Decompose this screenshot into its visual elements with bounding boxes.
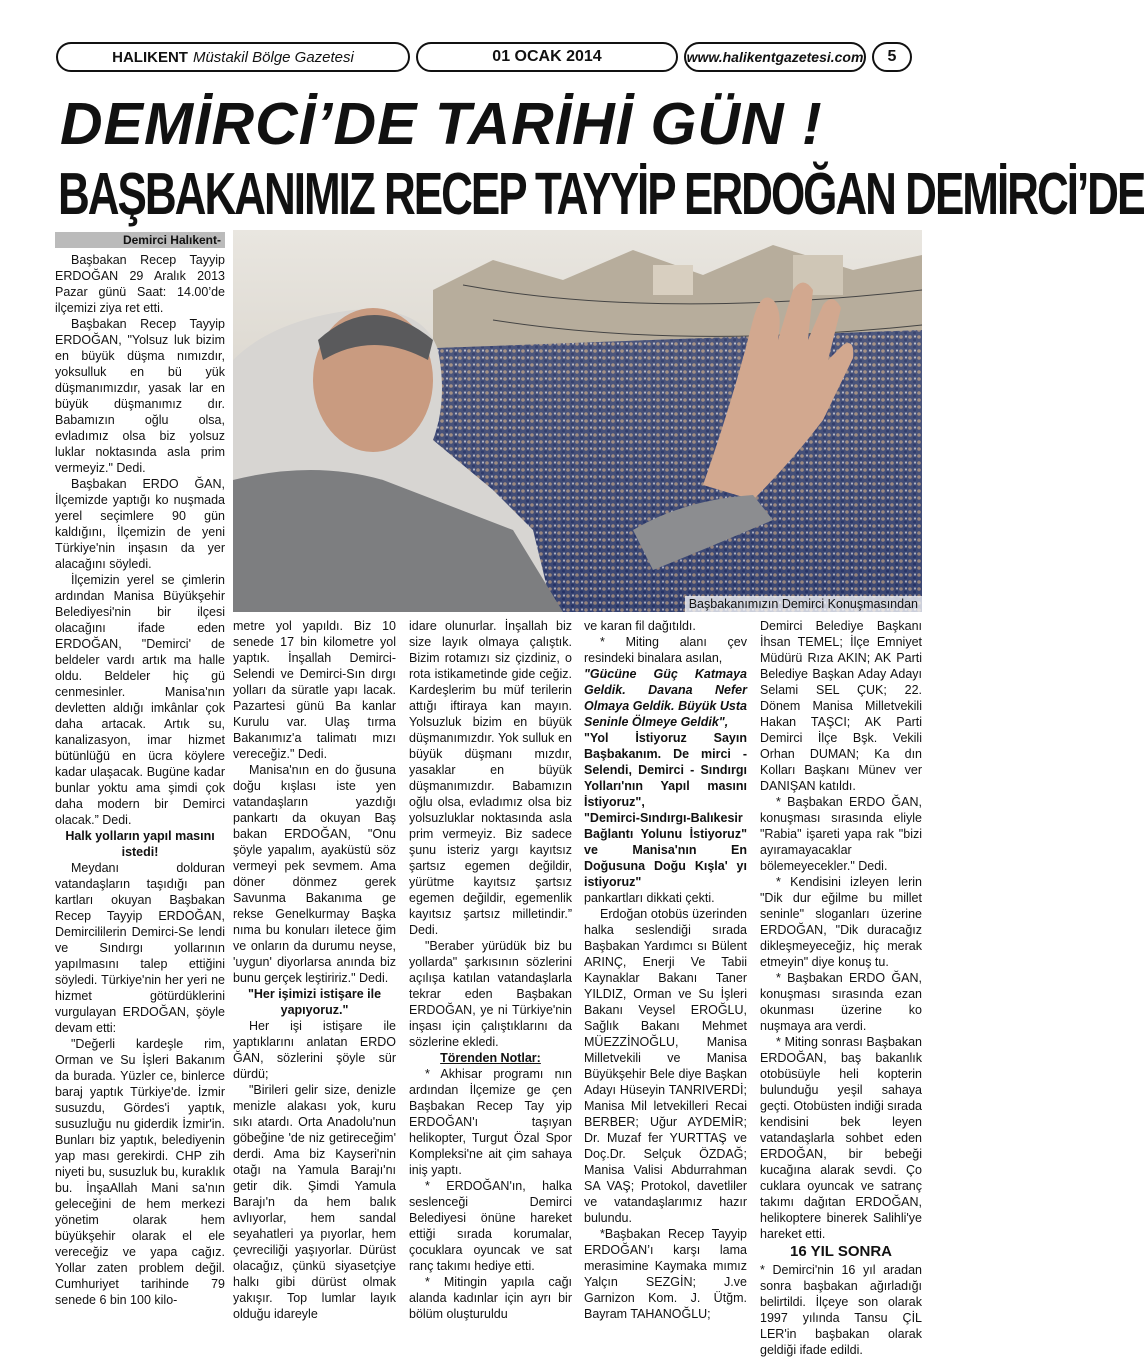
paragraph: * Kendisini izleyen lerin "Dik dur eğilme bu millet seninle" sloganları üzerine ERDOĞAN, "Dik duracağız dikleşmeyeceğiz, hiç merak etmeyin" diye konuş tu. [760,875,922,969]
paragraph: Başbakan ERDO ĞAN, İlçemizde yaptığı ko nuşmada yerel seçimlere 90 gün kaldığını, İlçemizin de yeni Türkiye'nin inşasın da yer alacağını söyledi. [55,477,225,571]
paragraph: * Miting sonrası Başbakan ERDOĞAN, baş bakanlık otobüsüyle heli kopterin bulunduğu yeşil sahaya geçti. Otobüsten indiği sırada kendisini bek leyen vatandaşlarla sohbet eden ERDOĞAN, bir bebeği kucağına alarak sevdi. Ço cuklara oyuncak ve satranç takımı dağıtan ERDOĞAN, helikoptere binerek Salihli'ye hareket etti. [760,1035,922,1241]
crowd-photo [233,230,922,612]
paragraph: Başbakan Recep Tayyip ERDOĞAN, "Yolsuz luk bizim en büyük düşma nımızdır, yoksulluk en bü yük düşmanımızdır, yasak lar en büyük düşmanımız dır. Babamızın oğlu olsa, evladımız olsa biz yolsuz luklar noktasında asla prim vermeyiz." Dedi. [55,317,225,475]
subheading: "Her işimizi istişare ile yapıyoruz." [247,987,382,1017]
article-column-2 [233,618,396,1322]
subheading: Halk yolların yapıl masını istedi! [65,829,215,859]
page-number: 5 [872,42,912,72]
masthead-bar [56,40,911,74]
paragraph: * Başbakan ERDO ĞAN, konuşması sırasında ezan okunması üzerine ko nuşmaya ara verdi. [760,971,922,1033]
byline: Demirci Halıkent- [55,232,225,248]
paragraph: *Başbakan Recep Tayyip ERDOĞAN’ı karşı lama merasimine Kaymaka mımız Yalçın SEZGİN; J.ve Garnizon Kom. J. Ütğm. Bayram TAHANOĞLU; [584,1227,747,1321]
paragraph: Manisa'nın en do ğusuna doğu kışlası iste yen vatandaşların yazdığı pankartı da okuyan Baş bakan ERDOĞAN, "Onu şöyle yapalım, ayaküstü söz vermeyi pek sevmem. Ama döner dönmez gerek Savunma Bakanıma ge rekse Genelkurmay Başka nıma bu konuları iletece ğim ve onların da durumu neyse, 'uygun' diyorlarsa anında biz bunu gerçek leştiririz." Dedi. [233,763,396,985]
paragraph: Her işi istişare ile yaptıklarını anlatan ERDO ĞAN, sözlerini şöyle sür dürdü; [233,1019,396,1081]
paragraph: * Akhisar programı nın ardından İlçemize ge çen Başbakan Recep Tay yip ERDOĞAN'ı taşıyan helikopter, Turgut Özal Spor Kompleksi'ne ait çim sahaya iniş yaptı. [409,1067,572,1177]
paper-name-pill [56,42,410,72]
paper-subtitle: Müstakil Bölge Gazetesi [192,48,354,66]
paragraph: * Mitingin yapıla cağı alanda kadınlar için ayrı bir bölüm oluşturuldu [409,1275,572,1321]
paragraph: İlçemizin yerel se çimlerin ardından Manisa Büyükşehir Belediyesi'nin bir ilçesi olacağını ifade eden ERDOĞAN, "Demirci' de beldeler vardı artık ma halle oldu. Beldeler hiç gü cenmesinler. Manisa'nın devletten aldığı imkânlar çok daha artacak. Artık su, kanalizasyon, imar hizmet bütünlüğü en ücra köylere kadar ulaşacak. Bugüne kadar bunlar yoktu ama şimdi çok daha modern bir Demirci olacak.” Dedi. [55,573,225,827]
photo-caption: Başbakanımızın Demirci Konuşmasından [685,596,922,612]
paragraph: idare olunurlar. İnşallah biz size layık olmaya çalıştık. Bizim rotamızı siz çizdiniz, o rota istikametinde gide ceğiz. Kardeşlerim bu müf terilerin attığı iftiraya kan mayın. Yolsuzluk bizim en büyük düşmanımızdır. Yok sulluk en büyük düşmanı mızdır, yasaklar en büyük düşmanımızdır. Babamızın oğlu olsa, evladımız olsa biz yolsuzluklar noktasında asla prim vermeyiz. Biz sadece şunu isteriz yargı kayıtsız şartsız egemen değildir, yürütme kayıtsız şartsız egemen değildir, egemenlik kayıtsız şartsız milletindir.” Dedi. [409,619,572,937]
paragraph: pankartları dikkati çekti. [584,891,715,905]
headline: DEMİRCİ’DE TARİHİ GÜN ! [60,91,823,157]
paragraph: Demirci Belediye Başkanı İhsan TEMEL; İlçe Emniyet Müdürü Rıza AKIN; AK Parti Belediye Başkan Aday Adayı Selami SEL ÇUK; 22. Dönem Manisa Milletvekili Hakan TAŞCI; AK Parti Demirci İlçe Bşk. Vekili Orhan DUMAN; Ka dın Kolları Başkanı Münev ver DANIŞAN katıldı. [760,619,922,793]
paragraph: "Birileri gelir size, denizle menizle alakası yok, kuru sıkı atardı. Orta Anadolu'nun göbeğine 'de niz getireceğim' derdi. Ama biz Kayseri'nin otağı na Yamula Barajı'nı getir dik. Şimdi Yamula Barajı'n da hem balık avlıyorlar, hem sandal seyahatleri ya pıyorlar, hem çevreciliği yaşıyorlar. Dürüst olacağız, çünkü siyasetçiye halkı gibi dürüst olmak yakışır. Top lumlar layık olduğu idareyle [233,1083,396,1321]
paragraph: "Gücüne Güç Katmaya Geldik. Davana Nefer Olmaya Geldik. Büyük Usta Seninle Ölmeye Geldik", [584,667,747,729]
subheading: Törenden Notlar: [440,1051,541,1065]
article-column-4 [584,618,747,1322]
paper-name: HALIKENT [112,48,188,66]
issue-date: 01 OCAK 2014 [416,42,678,72]
paragraph: * Miting alanı çev resindeki binalara asılan, [584,635,747,665]
paragraph: * Demirci'nin 16 yıl aradan sonra başbakan ağırladığı belirtildi. İlçeye son olarak 1997 yılında Tansu ÇİL LER'in başbakan olarak geldiği ifade edildi. [760,1263,922,1357]
article-column-5 [760,618,922,1358]
subheadline: BAŞBAKANIMIZ RECEP TAYYİP ERDOĞAN DEMİRCİ’DE [58,161,1144,228]
paragraph: Erdoğan otobüs üzerinden halka seslendiği sırada Başbakan Yardımcı sı Bülent ARINÇ, Enerji Ve Tabii Kaynaklar Bakanı Taner YILDIZ, Orman ve Su İşleri Bakanı Veysel EROĞLU, Sağlık Bakanı Mehmet MÜEZZİNOĞLU, Manisa Milletvekili ve Manisa Büyükşehir Bele diye Başkan Adayı Hüseyin TANRIVERDİ; Manisa Mil letvekilleri Recai BERBER; Uğur AYDEMİR; Dr. Muzaf fer YURTTAŞ ve Doç.Dr. Selçuk ÖZDAĞ; Manisa Valisi Abdurrahman SA VAŞ; Protokol, davetliler ve vatandaşlarımız hazır bulundu. [584,907,747,1225]
paragraph: "Değerli kardeşle rim, Orman ve Su İşleri Bakanım da burada. Yüzler ce, binlerce baraj yaptık Türkiye'de. İzmir susuzdu, Gördes'i yaptık, susuzluğu nu giderdik İzmir'in. Bunları biz yaptık, belediyenin yap ması gerekirdi. CHP zih niyeti bu, susuzluk bu, kuraklık bu. İnşaAllah Mani sa'nın geleceğini de hem merkezi yönetim olarak hem büyükşehir olarak el ele vereceğiz ve yapa cağız. Yollar zaten problem değil. Cumhuriyet tarihinde 79 senede 6 bin 100 kilo- [55,1037,225,1307]
article-column-3 [409,618,572,1322]
paragraph: metre yol yapıldı. Biz 10 senede 17 bin kilometre yol yaptık. İnşallah Demirci-Selendi ve Demirci-Sın dırgı yolları da süratle yapı lacak. Pazartesi günü Ba kanlar Kurulu var. Ulaş tırma Bakanımız'a talimatı mızı vereceğiz." Dedi. [233,619,396,761]
paragraph: "Demirci-Sındırgı-Balıkesir Bağlantı Yolunu İstiyoruz" ve Manisa'nın En Doğusuna Doğu Kışla' yı istiyoruz" [584,811,747,889]
paragraph: * Başbakan ERDO ĞAN, konuşması sırasında eliyle "Rabia" işareti yapa rak "bizi ayıramayacaklar bölemeyecekler." Dedi. [760,795,922,873]
paragraph: "Yol İstiyoruz Sayın Başbakanım. De mirci - Selendi, Demirci - Sındırgı Yolları'nın Yapıl masını İstiyoruz", [584,731,747,809]
photo-illustration [233,230,922,612]
paragraph: Meydanı dolduran vatandaşların taşıdığı pan kartları okuyan Başbakan Recep Tayyip ERDOĞAN, Demircililerin Demirci-Se lendi ve Sındırgı yollarının yapılmasını talep ettiğini söyledi. Türkiye'nin her yeri ne hizmet götürdüklerini vurgulayan ERDOĞAN, şöyle devam etti: [55,861,225,1035]
website-link[interactable]: www.halikentgazetesi.com [684,42,866,72]
paragraph: "Beraber yürüdük biz bu yollarda" şarkısının sözlerini açılışa katılan vatandaşlarla tekrar eden Başbakan ERDOĞAN, ye ni Türkiye'nin inşası için çalıştıklarını da sözlerine ekledi. [409,939,572,1049]
article-column-1 [55,252,225,1308]
paragraph: ve karan fil dağıtıldı. [584,619,696,633]
paragraph: Başbakan Recep Tayyip ERDOĞAN 29 Aralık 2013 Pazar günü Saat: 14.00’de ilçemizi ziya ret etti. [55,253,225,315]
paragraph: * ERDOĞAN'ın, halka seslenceği Demirci Belediyesi önüne hareket ettiği sırada korumalar, çocuklara oyuncak ve sat ranç takımı hediye etti. [409,1179,572,1273]
subheading: 16 YIL SONRA [790,1243,892,1260]
